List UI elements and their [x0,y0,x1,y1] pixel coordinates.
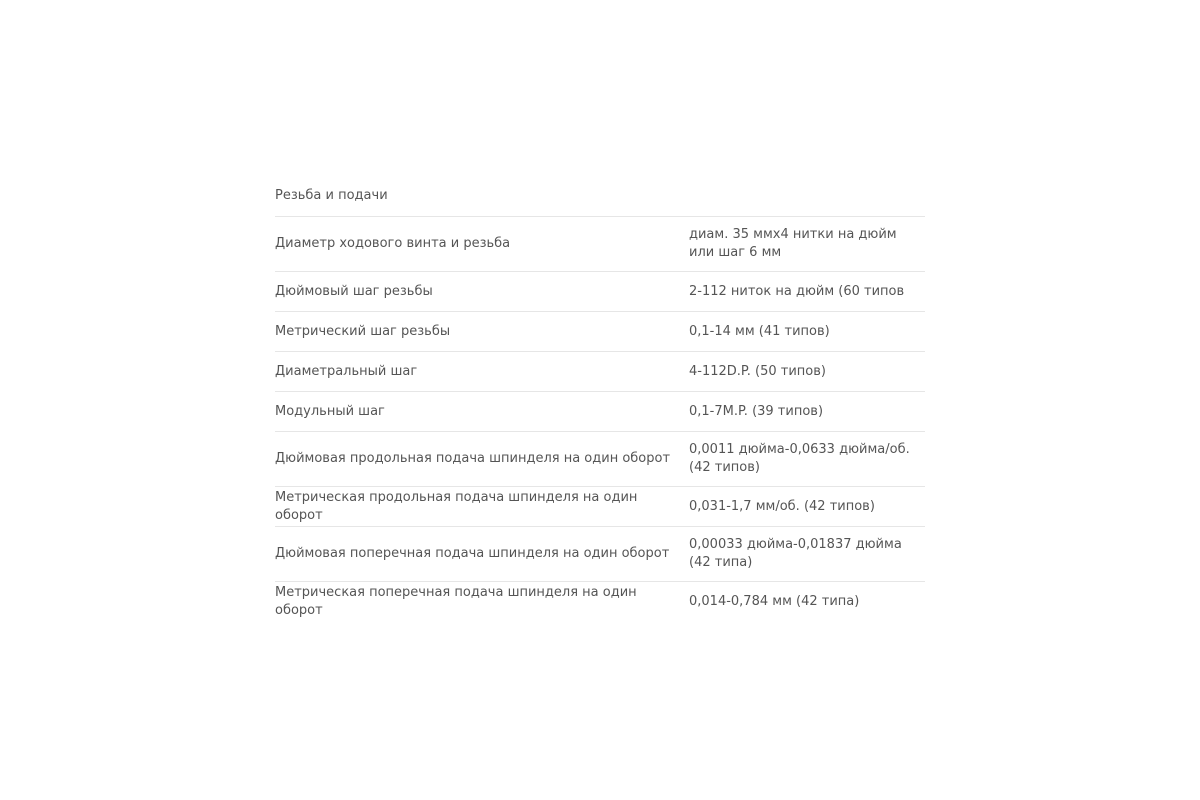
table-row [275,217,925,272]
row-label: Метрическая продольная подача шпинделя на один оборот [275,489,638,523]
row-value: 4-112D.P. (50 типов) [689,363,826,379]
table-row [275,582,925,622]
row-value: диам. 35 ммх4 нитки на дюйм или шаг 6 мм [689,227,897,260]
row-value: 0,031-1,7 мм/об. (42 типов) [689,498,875,514]
row-label: Метрическая поперечная подача шпинделя на один оборот [275,585,637,618]
row-label: Дюймовая продольная подача шпинделя на один оборот [275,451,671,466]
row-value: 0,1-14 мм (41 типов) [689,323,830,339]
row-label: Дюймовая поперечная подача шпинделя на один оборот [275,546,670,561]
table-row [275,352,925,392]
row-label: Диаметр ходового винта и резьба [275,236,511,251]
row-label: Диаметральный шаг [275,363,418,379]
row-label: Модульный шаг [275,403,385,419]
table-row [275,432,925,487]
row-value: 2-112 ниток на дюйм (60 типов [689,283,905,299]
table-row [275,272,925,312]
row-value: 0,1-7M.P. (39 типов) [689,403,824,419]
row-value: 0,00033 дюйма-0,01837 дюйма (42 типа) [689,537,902,570]
row-value: 0,0011 дюйма-0,0633 дюйма/об. (42 типов) [689,442,910,475]
specifications-table [275,177,925,622]
row-label: Метрический шаг резьбы [275,323,451,339]
table-row [275,312,925,352]
table-row [275,392,925,432]
row-value: 0,014-0,784 мм (42 типа) [689,594,860,609]
table-row [275,487,925,527]
row-label: Дюймовый шаг резьбы [275,283,433,299]
section-title: Резьба и подачи [275,177,925,217]
table-row [275,527,925,582]
